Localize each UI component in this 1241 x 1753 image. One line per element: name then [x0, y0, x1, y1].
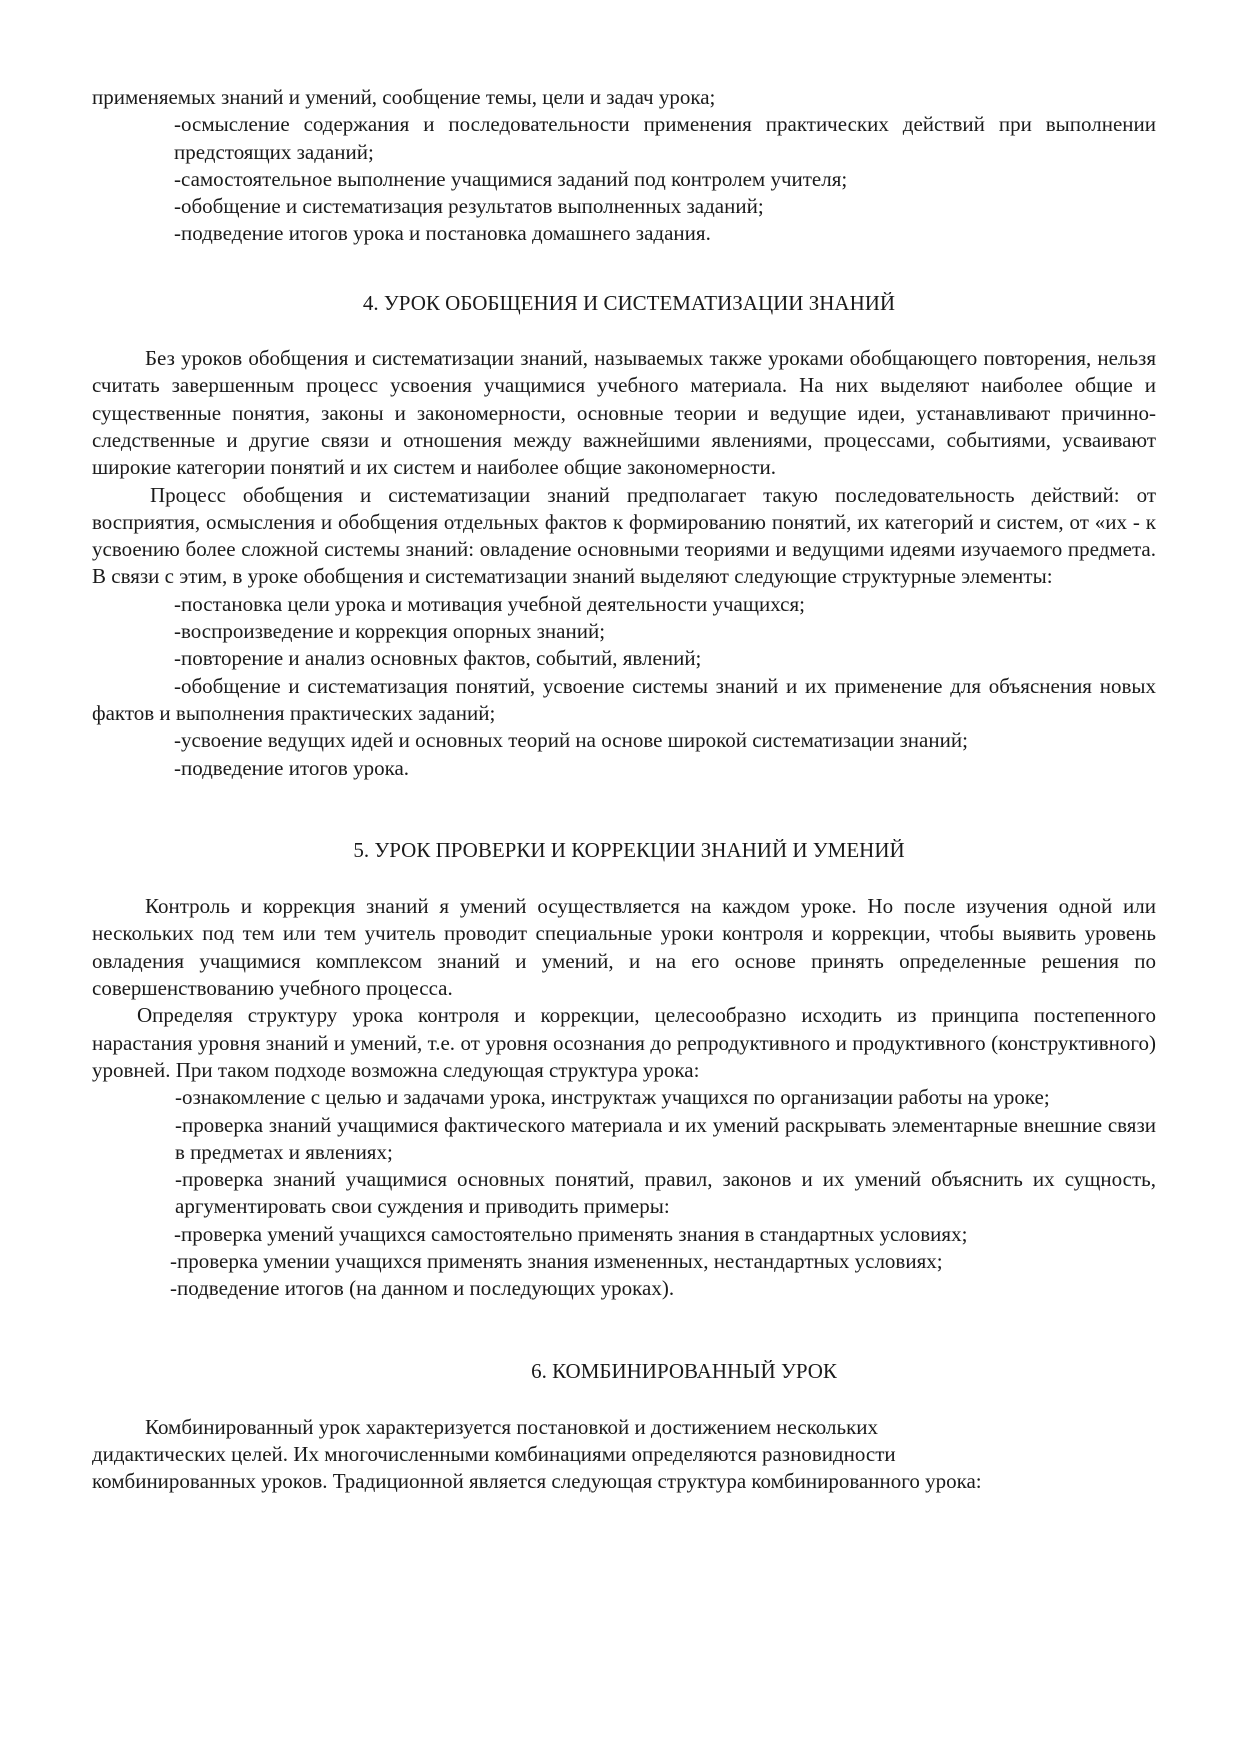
list-item: -воспроизведение и коррекция опорных знаний;: [174, 619, 606, 644]
list-item: -осмысление содержания и последовательности применения практических действий при выполнении предстоящих заданий;: [174, 112, 1156, 164]
section-4-paragraph-2: Процесс обобщения и систематизации знаний предполагает такую последовательность действий: от восприятия, осмысления и обобщения отдельных фактов к формированию понятий, их категорий и систем, от «их - к усвоению более сложной системы знаний: овладение основными теориями и ведущими идеями изучаемого предмета. В связи с этим, в уроке обобщения и систематизации знаний выделяют следующие структурные элементы:: [92, 482, 1156, 589]
list-item: -обобщение и систематизация понятий, усвоение системы знаний и их применение для объяснения новых фактов и выполнения практических заданий;: [92, 673, 1156, 725]
list-item: -повторение и анализ основных фактов, событий, явлений;: [174, 646, 702, 671]
list-item: -подведение итогов урока и постановка домашнего задания.: [174, 221, 711, 246]
section-5-paragraph-1: Контроль и коррекция знаний я умений осуществляется на каждом уроке. Но после изучения одной или нескольких под тем или тем учитель проводит специальные уроки контроля и коррекции, чтобы выявить уровень овладения учащимися комплексом знаний и умений, и на его основе принять определенные решения по совершенствованию учебного процесса.: [92, 894, 1156, 1001]
list-item: -подведение итогов (на данном и последующих уроках).: [170, 1276, 675, 1301]
section-6-heading: 6. КОМБИНИРОВАННЫЙ УРОК: [531, 1358, 837, 1383]
section-5-paragraph-2: Определяя структуру урока контроля и коррекции, целесообразно исходить из принципа постепенного нарастания уровня знаний и умений, т.е. от уровня осознания до репродуктивного и продуктивного (конструктивного) уровней. При таком подходе возможна следующая структура урока:: [92, 1003, 1156, 1082]
text-line: Комбинированный урок характеризуется постановкой и достижением нескольких: [145, 1414, 879, 1439]
list-item: -проверка умений учащихся самостоятельно применять знания в стандартных условиях;: [174, 1221, 968, 1246]
list-item: -усвоение ведущих идей и основных теорий на основе широкой систематизации знаний;: [174, 728, 968, 753]
list-item: -обобщение и систематизация результатов выполненных заданий;: [174, 194, 764, 219]
list-item: -самостоятельное выполнение учащимися заданий под контролем учителя;: [174, 166, 848, 191]
section-3-continuation: применяемых знаний и умений, сообщение темы, цели и задач урока;: [92, 85, 716, 109]
list-item: -ознакомление с целью и задачами урока, инструктаж учащихся по организации работы на уроке;: [175, 1085, 1050, 1110]
section-6-paragraph: [92, 1414, 1156, 1496]
section-5-heading: 5. УРОК ПРОВЕРКИ И КОРРЕКЦИИ ЗНАНИЙ И УМЕНИЙ: [353, 837, 905, 862]
list-item: -постановка цели урока и мотивация учебной деятельности учащихся;: [174, 591, 805, 616]
section-4-paragraph-1: Без уроков обобщения и систематизации знаний, называемых также уроками обобщающего повторения, нельзя считать завершенным процесс усвоения учащимися учебного материала. На них выделяют наиболее общие и существенные понятия, законы и закономерности, основные теории и ведущие идеи, устанавливают причинно-следственные и другие связи и отношения между важнейшими явлениями, процессами, событиями, усваивают широкие категории понятий и их систем и наиболее общие закономерности.: [92, 346, 1156, 480]
list-item: -проверка умении учащихся применять знания измененных, нестандартных условиях;: [170, 1248, 943, 1273]
list-item: -подведение итогов урока.: [174, 755, 410, 780]
section-4-heading: 4. УРОК ОБОБЩЕНИЯ И СИСТЕМАТИЗАЦИИ ЗНАНИЙ: [362, 290, 896, 315]
document-page: [92, 84, 1156, 1496]
list-item: -проверка знаний учащимися основных понятий, правил, законов и их умений объяснить их сущность, аргументировать свои суждения и приводить примеры:: [175, 1167, 1156, 1219]
text-line: дидактических целей. Их многочисленными комбинациями определяются разновидности: [92, 1442, 896, 1467]
list-item: -проверка знаний учащимися фактического материала и их умений раскрывать элементарные внешние связи в предметах и явлениях;: [175, 1112, 1156, 1164]
text-line: комбинированных уроков. Традиционной является следующая структура комбинированного урока:: [92, 1469, 982, 1494]
